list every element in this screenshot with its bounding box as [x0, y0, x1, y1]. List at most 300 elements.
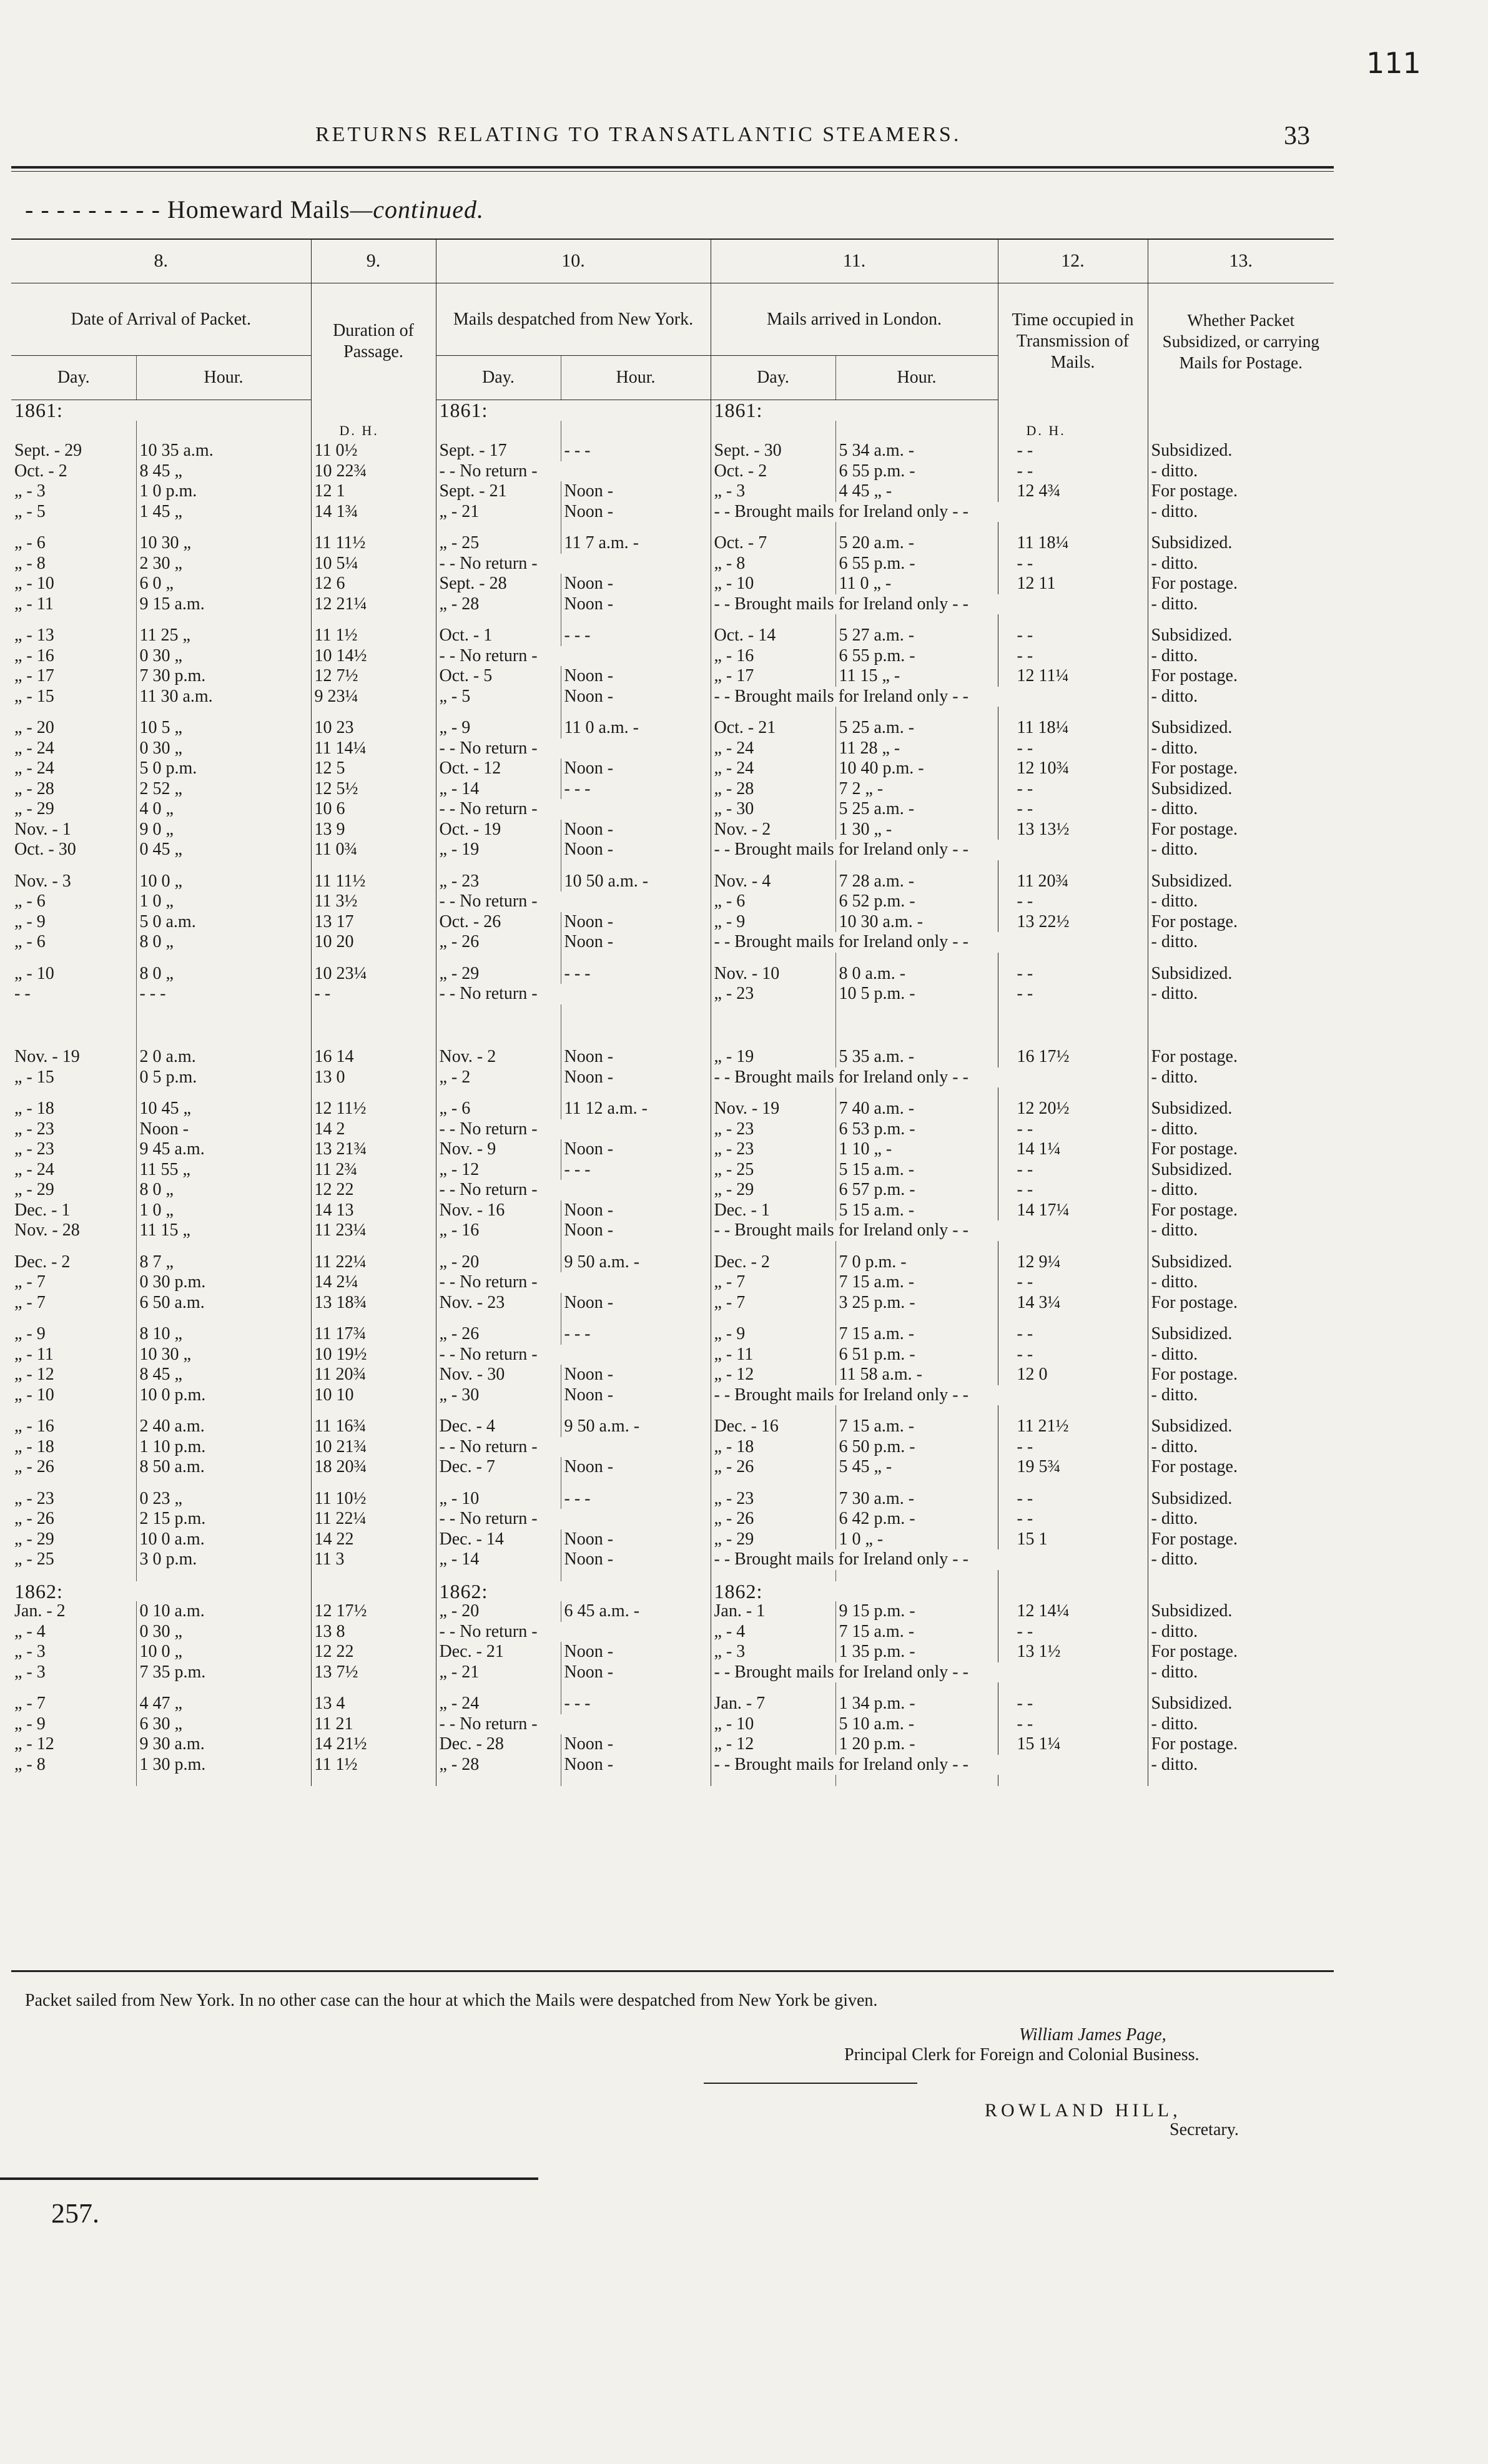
london-hour-cell: 7 15 a.m. - — [835, 1622, 998, 1642]
subsidy-status-cell: - ditto. — [1148, 502, 1334, 523]
arrival-day-cell: „ - 9 — [14, 911, 46, 931]
arrival-day-cell: Oct. - 2 — [14, 461, 67, 481]
despatch-day-cell: Dec. - 28 — [436, 1734, 561, 1755]
despatch-hour-cell: Noon - — [561, 1549, 711, 1570]
london-day-cell: - - Brought mails for Ireland only - - — [711, 687, 1148, 707]
subsidy-status-cell: - ditto. — [1148, 1220, 1334, 1241]
header-rule-thin — [11, 171, 1334, 172]
london-day-cell: „ - 24 — [711, 739, 835, 759]
subsidy-status-cell: - ditto. — [1148, 1549, 1334, 1570]
london-day-cell: „ - 24 — [711, 758, 835, 779]
column-number-row — [11, 239, 1334, 283]
london-day-cell: „ - 17 — [711, 666, 835, 687]
despatch-day-cell: - - No return - — [436, 461, 711, 482]
despatch-day-cell: Oct. - 1 — [436, 626, 561, 646]
table-row — [11, 1160, 1334, 1180]
transmission-time-cell: - - — [998, 799, 1148, 820]
london-hour-cell: 10 40 p.m. - — [835, 758, 998, 779]
subsidy-status-cell: For postage. — [1148, 1457, 1334, 1478]
london-day-cell: Nov. - 10 — [711, 964, 835, 984]
arrival-hour-cell: 4 0 „ — [136, 799, 311, 820]
arrival-day-cell: „ - 29 — [14, 1180, 54, 1199]
table-row — [11, 1139, 1334, 1160]
subsidy-status-cell: Subsidized. — [1148, 533, 1334, 554]
folio-number: 111 — [1366, 46, 1421, 80]
transmission-time-cell: 12 4¾ — [998, 481, 1148, 502]
despatch-day-cell: Oct. - 26 — [436, 912, 561, 933]
arrival-day-cell: „ - 10 — [14, 963, 54, 983]
london-day-cell: Dec. - 1 — [711, 1200, 835, 1221]
passage-duration-cell: 13 18¾ — [311, 1293, 436, 1313]
london-hour-cell: 6 55 p.m. - — [835, 646, 998, 667]
table-row — [11, 1416, 1334, 1437]
despatch-day-cell: - - No return - — [436, 1180, 711, 1200]
table-row — [11, 502, 1334, 523]
table-row — [11, 932, 1334, 953]
london-hour-cell: 7 15 a.m. - — [835, 1324, 998, 1345]
london-day-cell: - - Brought mails for Ireland only - - — [711, 594, 1148, 615]
page-stamp: 257. — [51, 2198, 99, 2229]
table-row — [11, 1489, 1334, 1509]
passage-duration-cell: 14 22 — [311, 1529, 436, 1550]
despatch-day-cell: Sept. - 21 — [436, 481, 561, 502]
transmission-time-cell: 12 11 — [998, 574, 1148, 594]
london-hour-cell: 5 15 a.m. - — [835, 1160, 998, 1180]
despatch-day-cell: - - No return - — [436, 1509, 711, 1529]
arrival-hour-cell: 11 25 „ — [136, 626, 311, 646]
passage-duration-cell: 12 5½ — [311, 779, 436, 800]
transmission-time-cell: - - — [998, 1272, 1148, 1293]
year-row — [11, 1581, 1334, 1602]
col-11-number: 11. — [711, 239, 998, 283]
subsidy-status-cell: For postage. — [1148, 574, 1334, 594]
arrival-hour-cell: 10 5 „ — [136, 718, 311, 739]
arrival-hour-cell: 10 35 a.m. — [136, 441, 311, 461]
passage-duration-cell: 16 14 — [311, 1047, 436, 1068]
subsidized-header: Whether Packet Subsidized, or carrying Mails for Postage. — [1148, 283, 1334, 400]
despatch-day-cell: „ - 2 — [436, 1068, 561, 1088]
london-hour-cell: 8 0 a.m. - — [835, 964, 998, 984]
despatch-day-cell: - - No return - — [436, 1437, 711, 1458]
london-day-cell: Nov. - 19 — [711, 1099, 835, 1119]
passage-duration-cell: 11 17¾ — [311, 1324, 436, 1345]
transmission-time-cell: - - — [998, 646, 1148, 667]
transmission-time-cell: - - — [998, 461, 1148, 482]
table-row — [11, 1345, 1334, 1365]
transmission-time-cell: 14 3¼ — [998, 1293, 1148, 1313]
passage-duration-cell: - - — [311, 984, 436, 1004]
london-hour-cell: 6 51 p.m. - — [835, 1345, 998, 1365]
subsidy-status-cell: Subsidized. — [1148, 871, 1334, 892]
london-hour-header: Hour. — [835, 356, 998, 400]
arrival-day-cell: „ - 11 — [14, 1344, 54, 1364]
year-label — [1148, 400, 1334, 421]
transmission-time-cell: 12 11¼ — [998, 666, 1148, 687]
passage-duration-cell: 10 14½ — [311, 646, 436, 667]
passage-duration-cell: 12 17½ — [311, 1601, 436, 1622]
table-row — [11, 1099, 1334, 1119]
table-row — [11, 1509, 1334, 1529]
arrival-hour-cell: 10 0 p.m. — [136, 1385, 311, 1406]
london-hour-cell: 6 50 p.m. - — [835, 1437, 998, 1458]
subsidy-status-cell: Subsidized. — [1148, 1252, 1334, 1273]
london-day-cell: „ - 9 — [711, 1324, 835, 1345]
london-hour-cell: 11 58 a.m. - — [835, 1365, 998, 1385]
london-day-cell: „ - 28 — [711, 779, 835, 800]
subsidy-status-cell: - ditto. — [1148, 1622, 1334, 1642]
arrival-day-cell: „ - 23 — [14, 1139, 54, 1159]
spacer-row — [11, 614, 1334, 626]
arrival-hour-cell: 9 45 a.m. — [136, 1139, 311, 1160]
arrival-hour-cell: 1 45 „ — [136, 502, 311, 523]
despatch-hour-cell: Noon - — [561, 1457, 711, 1478]
london-day-cell: „ - 6 — [711, 891, 835, 912]
passage-duration-cell: 9 23¼ — [311, 687, 436, 707]
london-hour-cell: 7 0 p.m. - — [835, 1252, 998, 1273]
despatch-day-cell: „ - 9 — [436, 718, 561, 739]
table-row — [11, 533, 1334, 554]
subsidy-status-cell: - ditto. — [1148, 1755, 1334, 1775]
passage-duration-cell: 14 1¾ — [311, 502, 436, 523]
subsidy-status-cell: - ditto. — [1148, 687, 1334, 707]
arrival-hour-cell: 6 0 „ — [136, 574, 311, 594]
despatch-day-cell: - - No return - — [436, 984, 711, 1004]
despatch-day-cell: „ - 19 — [436, 840, 561, 860]
london-day-cell: „ - 18 — [711, 1437, 835, 1458]
transmission-time-cell: - - — [998, 1160, 1148, 1180]
table-row — [11, 1200, 1334, 1221]
london-day-cell: Oct. - 14 — [711, 626, 835, 646]
arrival-day-cell: Nov. - 3 — [14, 871, 71, 891]
despatch-day-cell: - - No return - — [436, 1714, 711, 1735]
despatch-day-cell: Nov. - 30 — [436, 1365, 561, 1385]
subsidy-status-cell: - ditto. — [1148, 1345, 1334, 1365]
london-day-cell: - - Brought mails for Ireland only - - — [711, 1385, 1148, 1406]
table-row — [11, 1016, 1334, 1036]
despatch-hour-cell: Noon - — [561, 481, 711, 502]
page-number: 33 — [1284, 122, 1310, 150]
year-label: 1861: — [14, 400, 63, 421]
passage-duration-cell: 10 19½ — [311, 1345, 436, 1365]
subsidy-status-cell: - ditto. — [1148, 1385, 1334, 1406]
despatch-day-cell: „ - 14 — [436, 779, 561, 800]
london-day-cell: „ - 29 — [711, 1529, 835, 1550]
transmission-time-cell — [998, 1016, 1148, 1036]
table-row — [11, 820, 1334, 840]
subsidy-status-cell: - ditto. — [1148, 932, 1334, 953]
despatch-hour-cell: Noon - — [561, 1068, 711, 1088]
despatch-day-cell: „ - 29 — [436, 964, 561, 984]
year-label: 1862: — [436, 1581, 711, 1602]
despatch-day-cell: Oct. - 12 — [436, 758, 561, 779]
subsidy-status-cell: For postage. — [1148, 1200, 1334, 1221]
year-label — [311, 1581, 436, 1602]
arrival-day-cell: - - — [14, 984, 31, 1003]
transmission-time-cell: - - — [998, 984, 1148, 1004]
despatch-hour-cell: 11 12 a.m. - — [561, 1099, 711, 1119]
subsidy-status-cell — [1148, 1016, 1334, 1036]
london-hour-cell: 7 15 a.m. - — [835, 1416, 998, 1437]
passage-duration-cell: 13 4 — [311, 1694, 436, 1714]
despatch-hour-cell: - - - — [561, 1324, 711, 1345]
table-row — [11, 687, 1334, 707]
duration-header: Duration of Passage. — [311, 283, 436, 400]
despatch-hour-cell: Noon - — [561, 840, 711, 860]
year-label — [998, 1581, 1148, 1602]
passage-duration-cell: 10 22¾ — [311, 461, 436, 482]
despatch-day-cell — [436, 1016, 561, 1036]
spacer-row — [11, 1241, 1334, 1252]
london-hour-cell: 5 20 a.m. - — [835, 533, 998, 554]
arrival-hour-cell: 1 0 p.m. — [136, 481, 311, 502]
despatch-day-cell: Nov. - 16 — [436, 1200, 561, 1221]
transmission-time-cell: - - — [998, 1119, 1148, 1140]
transmission-time-cell: - - — [998, 1509, 1148, 1529]
london-hour-cell: 7 15 a.m. - — [835, 1272, 998, 1293]
arrival-day-cell: „ - 24 — [14, 738, 54, 758]
header-rule — [11, 166, 1334, 169]
despatch-day-cell: - - No return - — [436, 554, 711, 574]
arrival-day-cell: Oct. - 30 — [14, 840, 76, 859]
arrival-day-cell: „ - 7 — [14, 1694, 46, 1713]
passage-duration-cell: 14 2¼ — [311, 1272, 436, 1293]
arrival-day-cell: Dec. - 1 — [14, 1200, 71, 1220]
london-hour-cell: 5 34 a.m. - — [835, 441, 998, 461]
passage-duration-cell: 11 1½ — [311, 626, 436, 646]
passage-duration-cell: 10 10 — [311, 1385, 436, 1406]
arrival-hour-cell: 0 30 „ — [136, 1622, 311, 1642]
despatch-hour-cell: Noon - — [561, 1385, 711, 1406]
subsidy-status-cell: For postage. — [1148, 1047, 1334, 1068]
despatch-hour-cell: Noon - — [561, 1755, 711, 1775]
arrival-hour-cell: 0 45 „ — [136, 840, 311, 860]
arrival-day-cell: „ - 15 — [14, 1067, 54, 1087]
transmission-time-cell: - - — [998, 1437, 1148, 1458]
london-day-cell: - - Brought mails for Ireland only - - — [711, 1220, 1148, 1241]
subsidy-status-cell: Subsidized. — [1148, 1601, 1334, 1622]
transmission-time-cell: - - — [998, 1489, 1148, 1509]
london-day-cell: „ - 29 — [711, 1180, 835, 1200]
despatch-day-cell: Nov. - 2 — [436, 1047, 561, 1068]
despatch-hour-cell: 9 50 a.m. - — [561, 1252, 711, 1273]
passage-duration-cell: 11 0½ — [311, 441, 436, 461]
despatch-day-cell: Nov. - 23 — [436, 1293, 561, 1313]
london-hour-cell: 6 52 p.m. - — [835, 891, 998, 912]
transmission-time-cell: 11 18¼ — [998, 533, 1148, 554]
arrival-day-cell: „ - 13 — [14, 626, 54, 645]
table-row — [11, 1457, 1334, 1478]
table-row — [11, 1385, 1334, 1406]
arrival-hour-cell: 6 30 „ — [136, 1714, 311, 1735]
london-day-cell: „ - 16 — [711, 646, 835, 667]
arrival-day-cell: „ - 26 — [14, 1509, 54, 1528]
subsidy-status-cell: For postage. — [1148, 758, 1334, 779]
despatch-hour-cell: - - - — [561, 626, 711, 646]
subsidy-status-cell: For postage. — [1148, 1529, 1334, 1550]
london-day-cell: „ - 3 — [711, 481, 835, 502]
year-label — [998, 400, 1148, 421]
despatch-day-cell: - - No return - — [436, 891, 711, 912]
passage-duration-cell: 11 1½ — [311, 1755, 436, 1775]
london-hour-cell: 7 2 „ - — [835, 779, 998, 800]
arrival-day-cell: „ - 16 — [14, 645, 54, 665]
london-hour-cell: 7 28 a.m. - — [835, 871, 998, 892]
despatch-hour-cell: Noon - — [561, 820, 711, 840]
london-day-cell: „ - 10 — [711, 1714, 835, 1735]
transmission-time-cell: - - — [998, 739, 1148, 759]
london-hour-cell: 11 15 „ - — [835, 666, 998, 687]
arrival-hour-cell: 6 50 a.m. — [136, 1293, 311, 1313]
subsidy-status-cell: - ditto. — [1148, 1509, 1334, 1529]
passage-duration-cell: 11 2¾ — [311, 1160, 436, 1180]
footnote: Packet sailed from New York. In no other case can the hour at which the Mails were despatched from New York be given. — [25, 1991, 878, 2010]
table-row — [11, 799, 1334, 820]
arrival-hour-cell: 0 30 „ — [136, 739, 311, 759]
arrival-hour-cell: 9 30 a.m. — [136, 1734, 311, 1755]
passage-duration-cell: 11 20¾ — [311, 1365, 436, 1385]
despatch-hour-cell: Noon - — [561, 1662, 711, 1683]
despatch-hour-cell: - - - — [561, 964, 711, 984]
arrival-day-cell: Dec. - 2 — [14, 1252, 71, 1272]
table-row — [11, 666, 1334, 687]
arrival-hour-cell: Noon - — [136, 1119, 311, 1140]
col-8-number: 8. — [11, 239, 311, 283]
subsidy-status-cell: For postage. — [1148, 1734, 1334, 1755]
spacer-row — [11, 1775, 1334, 1786]
arrival-hour-cell: - - - — [136, 984, 311, 1004]
london-hour-cell: 5 45 „ - — [835, 1457, 998, 1478]
despatch-day-cell: Sept. - 28 — [436, 574, 561, 594]
passage-duration-cell: 12 6 — [311, 574, 436, 594]
table-row — [11, 739, 1334, 759]
table-row — [11, 1755, 1334, 1775]
passage-duration-cell: 13 9 — [311, 820, 436, 840]
arrival-hour-cell: 11 30 a.m. — [136, 687, 311, 707]
subsidy-status-cell: Subsidized. — [1148, 1694, 1334, 1714]
london-day-cell: Oct. - 7 — [711, 533, 835, 554]
transmission-time-cell: 12 0 — [998, 1365, 1148, 1385]
london-day-cell: - - Brought mails for Ireland only - - — [711, 840, 1148, 860]
despatch-day-cell: „ - 20 — [436, 1601, 561, 1622]
subsidy-status-cell: For postage. — [1148, 1642, 1334, 1662]
table-row — [11, 1293, 1334, 1313]
subsidy-status-cell: Subsidized. — [1148, 964, 1334, 984]
section-title — [25, 195, 484, 224]
arrival-day-cell: „ - 4 — [14, 1621, 46, 1641]
homeward-mails-table — [11, 239, 1334, 1786]
passage-duration-cell: 11 0¾ — [311, 840, 436, 860]
spacer-row — [11, 1570, 1334, 1581]
arrival-hour-cell: 10 0 a.m. — [136, 1529, 311, 1550]
passage-duration-cell: 13 7½ — [311, 1662, 436, 1683]
arrival-hour-cell: 10 30 „ — [136, 1345, 311, 1365]
london-day-cell — [711, 1016, 835, 1036]
arrival-day-cell: Jan. - 2 — [14, 1601, 66, 1621]
transmission-time-cell: - - — [998, 626, 1148, 646]
arrival-hour-cell: 3 0 p.m. — [136, 1549, 311, 1570]
arrival-day-cell: „ - 17 — [14, 666, 54, 685]
passage-duration-cell: 13 0 — [311, 1068, 436, 1088]
passage-duration-cell: 10 21¾ — [311, 1437, 436, 1458]
london-day-cell: „ - 25 — [711, 1160, 835, 1180]
despatch-day-cell: „ - 23 — [436, 871, 561, 892]
despatch-day-cell: „ - 30 — [436, 1385, 561, 1406]
secretary-title: Secretary. — [1170, 2120, 1239, 2139]
london-day-cell: Sept. - 30 — [711, 441, 835, 461]
london-day-cell: „ - 7 — [711, 1293, 835, 1313]
despatch-hour-cell: Noon - — [561, 758, 711, 779]
subsidy-status-cell: - ditto. — [1148, 461, 1334, 482]
spacer-row — [11, 522, 1334, 533]
london-day-cell: „ - 23 — [711, 984, 835, 1004]
arrival-day-cell: „ - 23 — [14, 1119, 54, 1139]
transmission-time-cell: - - — [998, 1180, 1148, 1200]
london-day-cell: Oct. - 21 — [711, 718, 835, 739]
table-bottom-rule — [11, 1970, 1334, 1972]
spacer-row — [11, 1004, 1334, 1016]
subsidy-status-cell: For postage. — [1148, 1365, 1334, 1385]
despatch-day-cell: Sept. - 17 — [436, 441, 561, 461]
arrival-hour-cell: 1 0 „ — [136, 1200, 311, 1221]
arrival-hour-cell: 0 10 a.m. — [136, 1601, 311, 1622]
london-day-cell: „ - 10 — [711, 574, 835, 594]
despatch-day-cell: - - No return - — [436, 1119, 711, 1140]
despatch-hour-cell: 10 50 a.m. - — [561, 871, 711, 892]
despatch-hour-cell: Noon - — [561, 1139, 711, 1160]
arrival-hour-cell — [136, 1016, 311, 1036]
london-hour-cell: 6 55 p.m. - — [835, 461, 998, 482]
london-day-cell: Nov. - 2 — [711, 820, 835, 840]
passage-duration-cell: 11 22¼ — [311, 1509, 436, 1529]
subsidy-status-cell: For postage. — [1148, 666, 1334, 687]
arrival-hour-cell: 11 15 „ — [136, 1220, 311, 1241]
arrival-hour-cell: 2 30 „ — [136, 554, 311, 574]
passage-duration-cell: 11 23¼ — [311, 1220, 436, 1241]
table-row — [11, 1365, 1334, 1385]
subsidy-status-cell: For postage. — [1148, 481, 1334, 502]
year-label — [1148, 1581, 1334, 1602]
transmission-time-cell: - - — [998, 1622, 1148, 1642]
despatch-hour-cell: 11 0 a.m. - — [561, 718, 711, 739]
passage-duration-cell: 11 22¼ — [311, 1252, 436, 1273]
london-day-cell: - - Brought mails for Ireland only - - — [711, 502, 1148, 523]
arrival-day-cell: „ - 29 — [14, 1529, 54, 1549]
transmission-time-cell: 12 9¼ — [998, 1252, 1148, 1273]
arrival-hour-cell: 8 7 „ — [136, 1252, 311, 1273]
arrival-day-cell: „ - 23 — [14, 1488, 54, 1508]
despatch-day-cell: Dec. - 14 — [436, 1529, 561, 1550]
arrival-hour-cell: 7 30 p.m. — [136, 666, 311, 687]
table-row — [11, 1529, 1334, 1550]
passage-duration-cell: 11 11½ — [311, 533, 436, 554]
transmission-time-cell: - - — [998, 441, 1148, 461]
transmission-time-cell: 12 10¾ — [998, 758, 1148, 779]
table-row — [11, 441, 1334, 461]
london-day-cell: Dec. - 16 — [711, 1416, 835, 1437]
arrival-hour-cell: 1 0 „ — [136, 891, 311, 912]
transmission-time-cell: - - — [998, 1345, 1148, 1365]
passage-duration-cell: 12 7½ — [311, 666, 436, 687]
despatch-day-cell: Dec. - 7 — [436, 1457, 561, 1478]
subsidy-status-cell: Subsidized. — [1148, 1416, 1334, 1437]
despatch-day-cell: „ - 5 — [436, 687, 561, 707]
arrival-day-cell: „ - 10 — [14, 574, 54, 593]
table-row — [11, 594, 1334, 615]
arrival-day-cell: „ - 8 — [14, 553, 46, 573]
despatch-day-cell: „ - 12 — [436, 1160, 561, 1180]
despatch-day-cell: - - No return - — [436, 1345, 711, 1365]
despatch-day-cell: „ - 14 — [436, 1549, 561, 1570]
